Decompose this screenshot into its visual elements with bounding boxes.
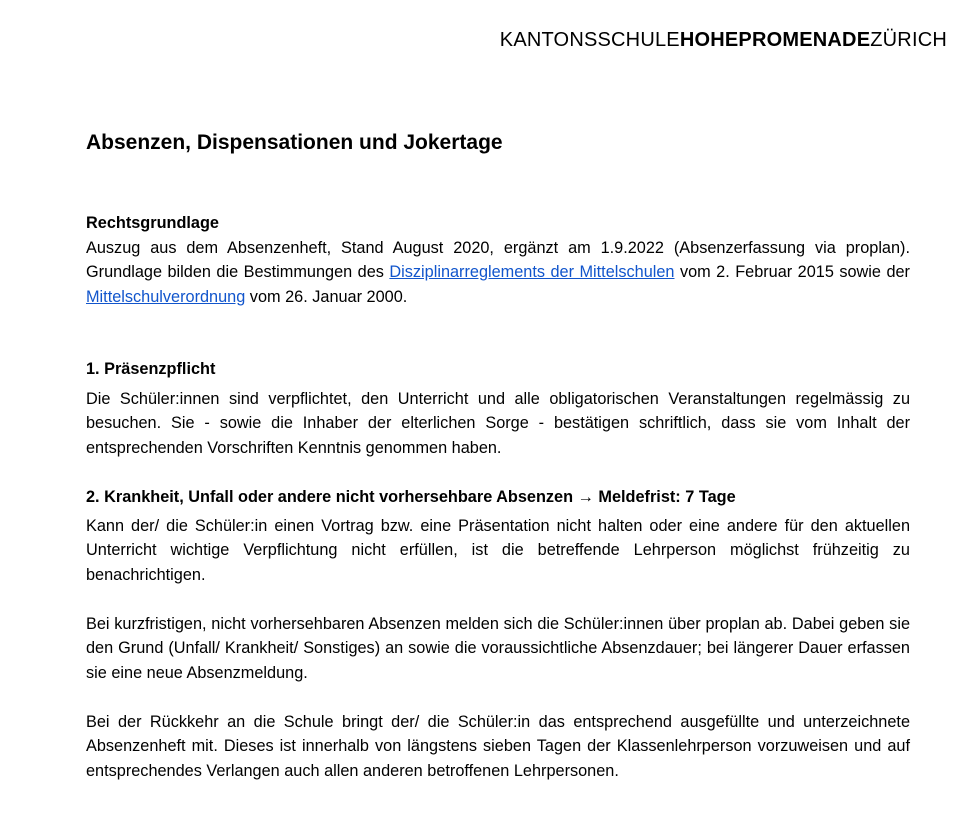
rechtsgrundlage-text-3: vom 26. Januar 2000. (245, 287, 408, 306)
arrow-right-icon: → (577, 488, 594, 506)
header-kantonsschule: KANTONSSCHULE (499, 29, 680, 51)
krankheit-paragraph-1: Kann der/ die Schüler:in einen Vortrag bzw. eine Präsentation nicht halten oder eine andere für den aktuellen Unterricht wichtige Verpflichtung nicht erfüllen, ist die betreffende Lehrperson möglichst frühzeitig zu benachrichtigen. (86, 516, 910, 584)
rechtsgrundlage-text-2: vom 2. Februar 2015 sowie der (674, 263, 910, 281)
header-zuerich: ZÜRICH (870, 29, 947, 51)
rechtsgrundlage-paragraph (86, 236, 910, 310)
section-heading-rechtsgrundlage: Rechtsgrundlage (86, 214, 219, 232)
section-rechtsgrundlage (86, 211, 910, 309)
school-header (500, 28, 947, 52)
document-title: Absenzen, Dispensationen und Jokertage (86, 131, 503, 154)
section-praesenzpflicht (86, 357, 910, 460)
link-mittelschulverordnung[interactable]: Mittelschulverordnung (86, 287, 246, 306)
section-krankheit (86, 485, 910, 783)
meldefrist-label: Meldefrist: 7 Tage (598, 488, 736, 506)
krankheit-paragraph-3: Bei der Rückkehr an die Schule bringt der/ die Schüler:in das entsprechend ausgefüllte und unterzeichnete Absenzenheft mit. Dieses ist innerhalb von längstens sieben Tagen der Klassenlehrperson vorzuweisen und auf entsprechendes Verlangen auch allen anderen betroffenen Lehrpersonen. (86, 712, 910, 780)
krankheit-heading-text: 2. Krankheit, Unfall oder andere nicht vorhersehbare Absenzen (86, 488, 574, 506)
rechtsgrundlage-text-1: Auszug aus dem Absenzenheft, Stand August 2020, ergänzt am 1.9.2022 (Absenzerfassung via proplan). Grundlage bilden die Bestimmungen des (86, 238, 910, 281)
header-hohepromenade: HOHEPROMENADE (679, 29, 871, 51)
section-heading-praesenzpflicht: 1. Präsenzpflicht (86, 360, 216, 378)
link-disziplinarreglement[interactable]: Disziplinarreglements der Mittelschulen (389, 263, 675, 281)
krankheit-paragraph-2: Bei kurzfristigen, nicht vorhersehbaren Absenzen melden sich die Schüler:innen über proplan ab. Dabei geben sie den Grund (Unfall/ Krankheit/ Sonstiges) an sowie die voraussichtliche Absenzdauer; bei längerer Dauer erfassen sie eine neue Absenzmeldung. (86, 614, 910, 682)
praesenzpflicht-paragraph: Die Schüler:innen sind verpflichtet, den Unterricht und alle obligatorischen Veranstaltungen regelmässig zu besuchen. Sie - sowie die Inhaber der elterlichen Sorge - bestätigen schriftlich, dass sie vom Inhalt der entsprechenden Vorschriften Kenntnis genommen haben. (86, 389, 910, 457)
section-heading-krankheit (86, 485, 910, 510)
